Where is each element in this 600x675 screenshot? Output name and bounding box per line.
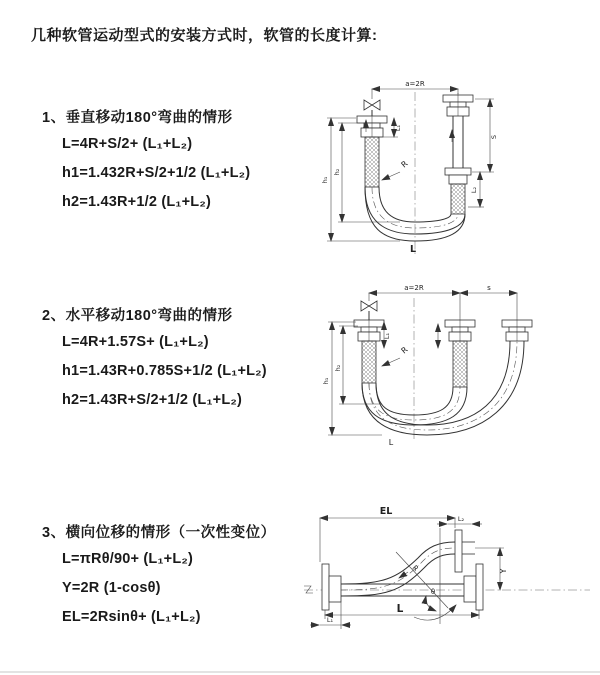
dim-label-a2r: a=2R <box>404 284 424 292</box>
diagram-lateral-offset <box>298 502 598 650</box>
left-leg-fitting <box>354 318 384 383</box>
dim-label-s: S <box>490 134 498 140</box>
upper-flange <box>455 530 475 572</box>
dim-label-h2: h₂ <box>334 364 342 372</box>
valve-icon <box>364 100 380 116</box>
middle-leg-fitting <box>445 318 475 387</box>
dim-label-h1: h₁ <box>321 176 329 184</box>
dim-label-l2: L₂ <box>470 186 478 194</box>
dim-label-y: Y <box>499 568 508 574</box>
section-3-formula-EL: EL=2Rsinθ+ (L₁+L₂) <box>62 609 201 625</box>
section-1-formula-h1: h1=1.432R+S/2+1/2 (L₁+L₂) <box>62 165 251 181</box>
section-2-formula-h2: h2=1.43R+S/2+1/2 (L₁+L₂) <box>62 392 243 408</box>
dimension-h1 <box>321 118 400 241</box>
left-flange <box>322 564 341 610</box>
dim-label-l1: L₁ <box>383 332 391 340</box>
section-2-formula-h1: h1=1.43R+0.785S+1/2 (L₁+L₂) <box>62 363 267 379</box>
dim-label-s: s <box>487 284 491 292</box>
dim-label-a2r: a=2R <box>405 80 425 88</box>
page-title: 几种软管运动型式的安装方式时，软管的长度计算: <box>31 27 378 44</box>
dim-label-el: EL <box>379 506 393 517</box>
right-flange <box>464 564 483 610</box>
section-1-heading: 1、垂直移动180°弯曲的情形 <box>42 110 233 126</box>
dimension-s <box>472 99 498 172</box>
angle-theta-callout <box>414 588 456 620</box>
dim-label-l1: L₁ <box>394 124 402 132</box>
right-leg-fitting <box>502 318 532 341</box>
radius-label: R <box>399 159 410 170</box>
dimension-l2 <box>468 172 484 207</box>
radius-callout <box>382 159 410 180</box>
dimension-l1 <box>383 322 391 348</box>
dim-label-l2: L₂ <box>457 515 465 523</box>
diagram-vertical-180-bend <box>312 76 590 261</box>
section-3-formula-Y: Y=2R (1-cosθ) <box>62 580 161 596</box>
section-2-heading: 2、水平移动180°弯曲的情形 <box>42 308 233 324</box>
left-leg-fitting <box>357 114 387 187</box>
section-3-heading: 3、横向位移的情形（一次性变位） <box>42 525 276 541</box>
section-1-formula-L: L=4R+S/2+ (L₁+L₂) <box>62 136 193 152</box>
length-label: L <box>396 603 404 615</box>
dimension-l1 <box>310 602 351 629</box>
length-label: L <box>388 438 394 447</box>
hose-s-curve-displaced <box>341 542 455 596</box>
dimension-s <box>460 284 517 293</box>
dimension-l2 <box>437 515 482 524</box>
section-1-formula-h2: h2=1.43R+1/2 (L₁+L₂) <box>62 194 212 210</box>
angle-label: θ <box>430 588 436 596</box>
diagram-horizontal-180-bend <box>312 282 590 450</box>
dimension-el <box>320 506 455 562</box>
radius-label: R <box>410 563 420 573</box>
radius-label: R <box>399 345 410 356</box>
dim-label-h1: h₁ <box>322 377 330 385</box>
pipe-break-mark <box>304 586 313 593</box>
length-label: L <box>409 244 417 255</box>
radius-callout <box>382 345 410 366</box>
page-bottom-edge <box>0 671 600 673</box>
section-2-formula-L: L=4R+1.57S+ (L₁+L₂) <box>62 334 209 350</box>
right-leg-fitting <box>443 93 473 214</box>
dim-label-h2: h₂ <box>333 168 341 176</box>
dimension-a2r <box>369 284 460 293</box>
section-3-formula-L: L=πRθ/90+ (L₁+L₂) <box>62 551 194 567</box>
dim-label-l1: L₁ <box>326 616 334 624</box>
valve-icon <box>361 301 377 320</box>
